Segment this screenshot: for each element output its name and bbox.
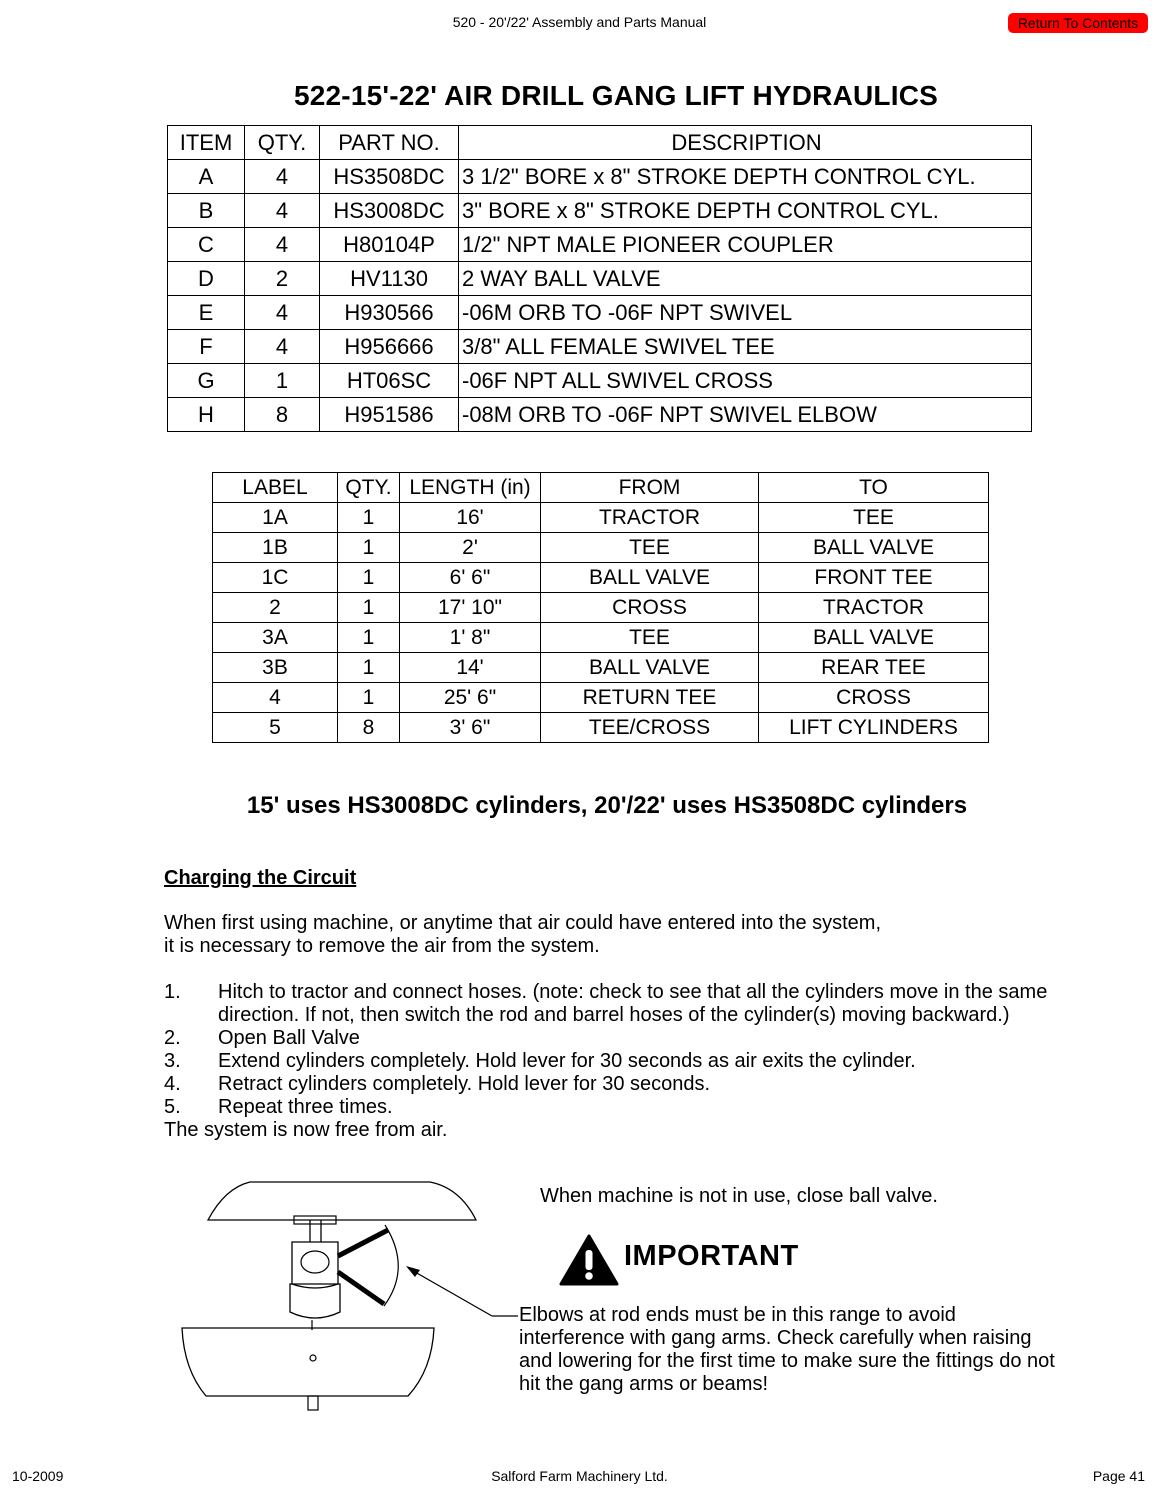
step-item <box>164 1073 1064 1096</box>
from-cell: TRACTOR <box>541 503 759 533</box>
part-no-cell: H956666 <box>320 330 459 364</box>
item-cell: E <box>168 296 245 330</box>
footer-company: Salford Farm Machinery Ltd. <box>491 1468 668 1484</box>
part-no-cell: H80104P <box>320 228 459 262</box>
return-to-contents-button[interactable]: Return To Contents <box>1008 13 1148 33</box>
table-row <box>168 228 1032 262</box>
cylinder-barrel <box>290 1284 340 1318</box>
qty-cell: 1 <box>338 593 400 623</box>
from-cell: RETURN TEE <box>541 683 759 713</box>
label-cell: 1C <box>213 563 338 593</box>
column-header-length: LENGTH (in) <box>400 473 541 503</box>
length-cell: 14' <box>400 653 541 683</box>
column-header-qty: QTY. <box>245 126 320 160</box>
important-label: IMPORTANT <box>624 1240 799 1272</box>
part-no-cell: HS3008DC <box>320 194 459 228</box>
table-row <box>168 398 1032 432</box>
parts-table <box>167 125 1032 432</box>
to-cell: TEE <box>759 503 989 533</box>
description-cell: 2 WAY BALL VALVE <box>459 262 1032 296</box>
elbow-fitting-upper <box>338 1230 388 1256</box>
page-title: 522-15'-22' AIR DRILL GANG LIFT HYDRAULICS <box>293 80 939 111</box>
column-header-to: TO <box>759 473 989 503</box>
table-row <box>168 160 1032 194</box>
label-cell: 1A <box>213 503 338 533</box>
column-header-part-no: PART NO. <box>320 126 459 160</box>
step-text: Hitch to tractor and connect hoses. (note: check to see that all the cylinders move in the same direction. If not, then switch the rod and barrel hoses of the cylinder(s) moving backward.) <box>218 981 1048 1026</box>
qty-cell: 8 <box>338 713 400 743</box>
elbow-warning-text: Elbows at rod ends must be in this range to avoid interference with gang arms. Check carefully when raising and lowering for the first time to make sure the fittings do not hit the gang arms or beams! <box>519 1304 1055 1395</box>
hose-table-header <box>213 473 989 503</box>
table-row <box>168 194 1032 228</box>
length-cell: 1' 8" <box>400 623 541 653</box>
step-text: Repeat three times. <box>218 1096 393 1118</box>
charging-heading: Charging the Circuit <box>164 867 357 889</box>
to-cell: CROSS <box>759 683 989 713</box>
step-number: 1. <box>164 981 181 1003</box>
table-row <box>213 593 989 623</box>
description-cell: -06F NPT ALL SWIVEL CROSS <box>459 364 1032 398</box>
column-header-label: LABEL <box>213 473 338 503</box>
to-cell: BALL VALVE <box>759 623 989 653</box>
item-cell: B <box>168 194 245 228</box>
qty-cell: 4 <box>245 160 320 194</box>
table-row <box>168 262 1032 296</box>
description-cell: -08M ORB TO -06F NPT SWIVEL ELBOW <box>459 398 1032 432</box>
step-number: 4. <box>164 1073 181 1095</box>
arrow-head-icon <box>406 1266 420 1277</box>
qty-cell: 8 <box>245 398 320 432</box>
charging-intro <box>164 912 1044 958</box>
part-no-cell: H930566 <box>320 296 459 330</box>
label-cell: 2 <box>213 593 338 623</box>
qty-cell: 1 <box>338 503 400 533</box>
length-cell: 3' 6" <box>400 713 541 743</box>
column-header-description: DESCRIPTION <box>459 126 1032 160</box>
qty-cell: 1 <box>338 653 400 683</box>
table-row <box>168 364 1032 398</box>
table-row <box>213 533 989 563</box>
charging-closing: The system is now free from air. <box>164 1119 448 1141</box>
from-cell: BALL VALVE <box>541 653 759 683</box>
intro-line: it is necessary to remove the air from the system. <box>164 935 600 957</box>
label-cell: 3A <box>213 623 338 653</box>
length-cell: 25' 6" <box>400 683 541 713</box>
part-no-cell: HS3508DC <box>320 160 459 194</box>
table-row <box>213 563 989 593</box>
step-item <box>164 981 1064 1027</box>
to-cell: TRACTOR <box>759 593 989 623</box>
label-cell: 3B <box>213 653 338 683</box>
description-cell: 3/8" ALL FEMALE SWIVEL TEE <box>459 330 1032 364</box>
step-text: Open Ball Valve <box>218 1027 360 1049</box>
to-cell: BALL VALVE <box>759 533 989 563</box>
from-cell: TEE <box>541 533 759 563</box>
qty-cell: 1 <box>338 563 400 593</box>
to-cell: FRONT TEE <box>759 563 989 593</box>
intro-line: When first using machine, or anytime that air could have entered into the system, <box>164 912 882 934</box>
step-number: 2. <box>164 1027 181 1049</box>
item-cell: H <box>168 398 245 432</box>
parts-table-header <box>168 126 1032 160</box>
item-cell: D <box>168 262 245 296</box>
table-row <box>213 713 989 743</box>
step-item <box>164 1096 1064 1119</box>
upper-beam-shape <box>208 1182 476 1220</box>
elbow-range-diagram <box>180 1180 520 1412</box>
description-cell: 3 1/2" BORE x 8" STROKE DEPTH CONTROL CYL. <box>459 160 1032 194</box>
step-number: 3. <box>164 1050 181 1072</box>
charging-steps <box>164 981 1064 1142</box>
item-cell: F <box>168 330 245 364</box>
qty-cell: 4 <box>245 296 320 330</box>
item-cell: G <box>168 364 245 398</box>
qty-cell: 1 <box>245 364 320 398</box>
column-header-qty: QTY. <box>338 473 400 503</box>
range-arc <box>384 1225 398 1306</box>
to-cell: REAR TEE <box>759 653 989 683</box>
qty-cell: 1 <box>338 683 400 713</box>
length-cell: 16' <box>400 503 541 533</box>
cylinder-note: 15' uses HS3008DC cylinders, 20'/22' uses HS3508DC cylinders <box>246 792 968 819</box>
from-cell: TEE <box>541 623 759 653</box>
from-cell: CROSS <box>541 593 759 623</box>
table-row <box>213 623 989 653</box>
step-text: Extend cylinders completely. Hold lever for 30 seconds as air exits the cylinder. <box>218 1050 916 1072</box>
description-cell: 1/2" NPT MALE PIONEER COUPLER <box>459 228 1032 262</box>
manual-title: 520 - 20'/22' Assembly and Parts Manual <box>452 14 707 30</box>
mount-post <box>308 1396 318 1410</box>
qty-cell: 4 <box>245 228 320 262</box>
qty-cell: 1 <box>338 533 400 563</box>
from-cell: TEE/CROSS <box>541 713 759 743</box>
cylinder-head <box>292 1242 338 1288</box>
step-number: 5. <box>164 1096 181 1118</box>
cylinder-port <box>301 1251 329 1273</box>
column-header-from: FROM <box>541 473 759 503</box>
part-no-cell: HV1130 <box>320 262 459 296</box>
part-no-cell: H951586 <box>320 398 459 432</box>
step-text: Retract cylinders completely. Hold lever for 30 seconds. <box>218 1073 711 1095</box>
mount-bolt <box>310 1355 316 1361</box>
description-cell: -06M ORB TO -06F NPT SWIVEL <box>459 296 1032 330</box>
item-cell: C <box>168 228 245 262</box>
part-no-cell: HT06SC <box>320 364 459 398</box>
label-cell: 5 <box>213 713 338 743</box>
item-cell: A <box>168 160 245 194</box>
qty-cell: 2 <box>245 262 320 296</box>
table-row <box>213 683 989 713</box>
qty-cell: 1 <box>338 623 400 653</box>
column-header-item: ITEM <box>168 126 245 160</box>
footer-date: 10-2009 <box>12 1468 64 1484</box>
length-cell: 2' <box>400 533 541 563</box>
label-cell: 4 <box>213 683 338 713</box>
table-row <box>168 330 1032 364</box>
qty-cell: 4 <box>245 194 320 228</box>
hose-table <box>212 472 989 743</box>
label-cell: 1B <box>213 533 338 563</box>
elbow-fitting-lower <box>338 1272 384 1304</box>
table-row <box>168 296 1032 330</box>
table-row <box>213 653 989 683</box>
to-cell: LIFT CYLINDERS <box>759 713 989 743</box>
footer-page-number: Page 41 <box>1092 1468 1145 1484</box>
step-item <box>164 1027 1064 1050</box>
description-cell: 3" BORE x 8" STROKE DEPTH CONTROL CYL. <box>459 194 1032 228</box>
length-cell: 6' 6" <box>400 563 541 593</box>
table-row <box>213 503 989 533</box>
warning-icon <box>559 1234 619 1286</box>
close-valve-note: When machine is not in use, close ball valve. <box>540 1185 938 1207</box>
lower-beam-shape <box>182 1328 434 1396</box>
length-cell: 17' 10" <box>400 593 541 623</box>
from-cell: BALL VALVE <box>541 563 759 593</box>
callout-leader <box>408 1268 492 1316</box>
step-item <box>164 1050 1064 1073</box>
qty-cell: 4 <box>245 330 320 364</box>
